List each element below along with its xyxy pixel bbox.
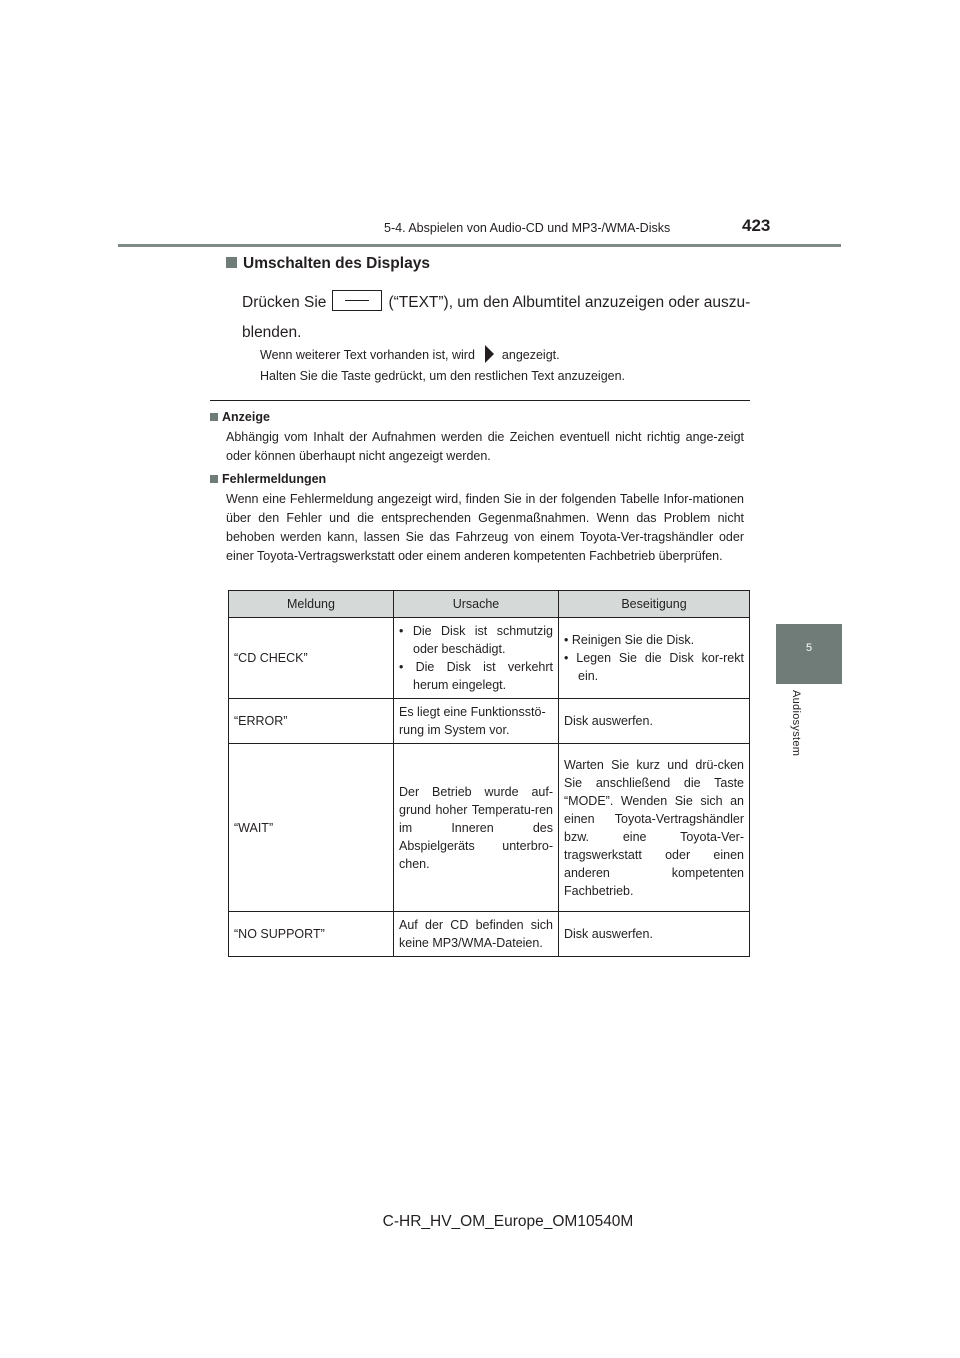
- anzeige-paragraph: Abhängig vom Inhalt der Aufnahmen werden die Zeichen eventuell nicht richtig ange-zeigt oder können überhaupt nicht angezeigt werden.: [226, 430, 744, 463]
- chapter-tab: [776, 624, 842, 684]
- cause-cell: Auf der CD befinden sich keine MP3/WMA-Dateien.: [394, 912, 559, 957]
- square-bullet-icon: [210, 413, 218, 421]
- running-header: 5-4. Abspielen von Audio-CD und MP3-/WMA-Disks: [384, 221, 671, 235]
- column-header: Beseitigung: [559, 591, 750, 618]
- cause-cell: [394, 618, 559, 699]
- chapter-number: 5: [805, 642, 813, 654]
- list-item: • Die Disk ist schmutzig oder beschädigt.: [399, 624, 553, 656]
- page-number: 423: [742, 216, 771, 235]
- table-row: [229, 744, 750, 912]
- remedy-cell: Disk auswerfen.: [559, 912, 750, 957]
- list-item: • Die Disk ist verkehrt herum eingelegt.: [399, 660, 553, 692]
- section-heading: [226, 255, 430, 273]
- list-item: • Reinigen Sie die Disk.: [564, 633, 695, 647]
- table-row: [229, 699, 750, 744]
- cause-cell: Der Betrieb wurde auf-grund hoher Temperatu-ren im Inneren des Abspielgeräts unterbro-chen.: [394, 744, 559, 912]
- note1-post: angezeigt.: [501, 348, 560, 362]
- instruction-post: (“TEXT”), um den Albumtitel anzuzeigen oder auszu-blenden.: [242, 294, 751, 341]
- remedy-cell: [559, 618, 750, 699]
- remedy-cell: Warten Sie kurz und drü-cken Sie anschließend die Taste “MODE”. Wenden Sie sich an einen Toyota-Vertragshändler bzw. eine Toyota-Ver-tragswerkstatt oder einen anderen kompetenten Fachbetrieb.: [559, 744, 750, 912]
- document-code-footer: C-HR_HV_OM_Europe_OM10540M: [382, 1213, 634, 1230]
- column-header: Ursache: [394, 591, 559, 618]
- table-row: [229, 912, 750, 957]
- note-hold-button: Halten Sie die Taste gedrückt, um den restlichen Text anzuzeigen.: [260, 369, 626, 383]
- text-button-icon: [332, 290, 382, 311]
- table-row: [229, 618, 750, 699]
- list-item: • Legen Sie die Disk kor-rekt ein.: [564, 651, 744, 683]
- message-cell: “ERROR”: [229, 699, 394, 744]
- subsection-title: Fehlermeldungen: [222, 472, 327, 486]
- message-cell: “CD CHECK”: [229, 618, 394, 699]
- instruction-pre: Drücken Sie: [242, 294, 327, 311]
- chapter-label: Audiosystem: [790, 690, 802, 757]
- square-bullet-icon: [210, 475, 218, 483]
- table-header-row: [229, 591, 750, 618]
- subsection-heading-fehler: [210, 472, 326, 486]
- note1-pre: Wenn weiterer Text vorhanden ist, wird: [260, 348, 475, 362]
- section-heading-text: Umschalten des Displays: [243, 255, 430, 272]
- more-text-arrow-icon: [485, 345, 494, 363]
- square-bullet-icon: [226, 257, 237, 268]
- message-cell: “WAIT”: [229, 744, 394, 912]
- cause-cell: Es liegt eine Funktionsstö-rung im System vor.: [394, 699, 559, 744]
- separator-rule: [210, 400, 750, 401]
- column-header: Meldung: [229, 591, 394, 618]
- header-rule: [118, 244, 841, 247]
- remedy-cell: Disk auswerfen.: [559, 699, 750, 744]
- error-message-table: [228, 590, 750, 957]
- subsection-heading-anzeige: [210, 410, 270, 424]
- message-cell: “NO SUPPORT”: [229, 912, 394, 957]
- note-more-text: [260, 345, 560, 363]
- subsection-title: Anzeige: [222, 410, 270, 424]
- instruction-text: [242, 288, 752, 348]
- fehler-paragraph: Wenn eine Fehlermeldung angezeigt wird, finden Sie in der folgenden Tabelle Infor-mationen über den Fehler und die entsprechenden Gegenmaßnahmen. Wenn das Problem nicht behoben werden kann, lassen Sie das Fahrzeug von einem Toyota-Ver-tragshändler oder einer Toyota-Vertragswerkstatt oder einem anderen kompetenten Fachbetrieb überprüfen.: [226, 492, 744, 563]
